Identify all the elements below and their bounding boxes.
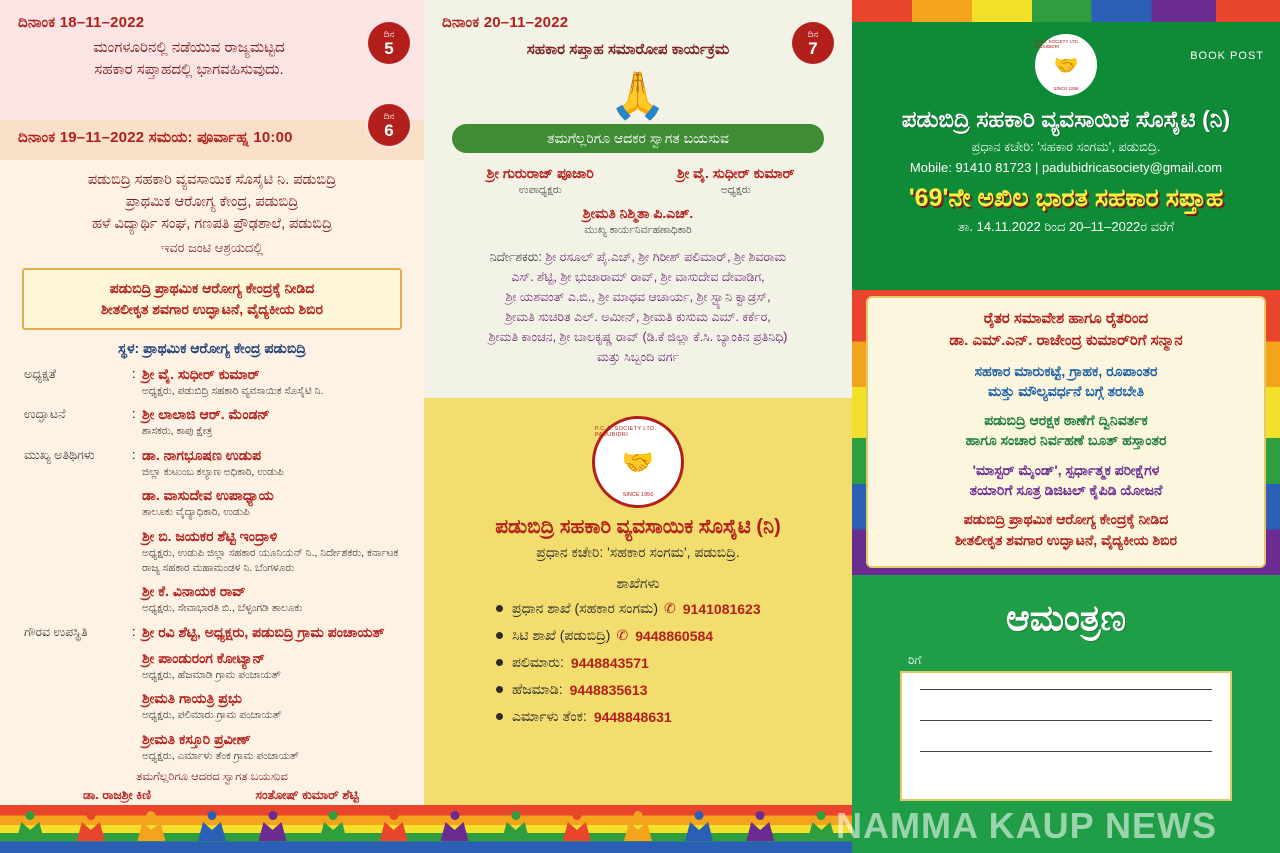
- role-person-desc: ಶಾಸಕರು, ಕಾಪು ಕ್ಷೇತ್ರ: [142, 425, 213, 438]
- role-person-name: ಶ್ರೀ ವೈ. ಸುಧೀರ್ ಕುಮಾರ್: [142, 365, 260, 382]
- achievements-title-line2: ಡಾ. ಎಮ್.ಎನ್. ರಾಜೇಂದ್ರ ಕುಮಾರ್‌ರಿಗೆ ಸನ್ಮಾನ: [949, 331, 1183, 349]
- role-person-name: ಶ್ರೀ ಕೆ. ವಿನಾಯಕ ರಾವ್: [142, 583, 246, 600]
- day6-badge-label: ದಿನ: [383, 110, 395, 121]
- achievement-line2: ಶೀತಲೀಕೃತ ಶವಗಾರ ಉದ್ಘಾಟನೆ, ವೈದ್ಯಕೀಯ ಶಿಬಿರ: [954, 531, 1177, 548]
- day5-date: ದಿನಾಂಕ 18–11–2022: [18, 14, 145, 31]
- directors-line: ಶ್ರೀಮತಿ ಸುಚರಿತ ಎಲ್. ಅಮೀನ್, ಶ್ರೀಮತಿ ಕುಸುಮ ಎಮ್. ಕರ್ಕೆರ,: [505, 310, 771, 324]
- cover-society-office: ಪ್ರಧಾನ ಕಚೇರಿ: 'ಸಹಕಾರ ಸಂಗಮ', ಪಡುಬಿದ್ರಿ.: [971, 139, 1161, 154]
- role-person: [142, 446, 400, 480]
- day6-badge: [368, 104, 410, 146]
- role-person-desc: ಅಧ್ಯಕ್ಷರು, ಸೇವಾಭಾರತಿ ಬಿ., ಬೆಳ್ಳಂಗಡಿ ತಾಲೂಕು: [142, 602, 303, 615]
- achievements-title: [880, 308, 1252, 352]
- day7-badge: [792, 22, 834, 64]
- person-icon: [380, 811, 408, 841]
- branch-item: [496, 627, 834, 644]
- achievement-line2: ತಯಾರಿಗೆ ಸೂತ್ರ ಡಿಜಿಟಲ್ ಕೈಪಿಡಿ ಯೋಜನೆ: [969, 481, 1163, 498]
- host-desc: ಅಧ್ಯಕ್ಷರು: [720, 184, 751, 196]
- day7-block: [424, 0, 852, 398]
- panel-day5-day6: [0, 0, 424, 853]
- day5-block: [0, 0, 424, 120]
- achievement-item: [880, 361, 1252, 402]
- person-icon: [77, 811, 105, 841]
- role-person-desc: ಅಧ್ಯಕ್ಷರು, ಉಡುಪಿ ಜಿಲ್ಲಾ ಸಹಕಾರ ಯೂನಿಯನ್ ನಿ., ನಿರ್ದೇಶಕರು, ಕರ್ನಾಟಕ ರಾಜ್ಯ ಸಹಕಾರ ಮಹಾಮಂಡಳ ನಿ. ಬೆಂಗಳೂರು: [142, 546, 399, 574]
- branch-name: ಎರ್ಮಾಳು ತೆಂಕ:: [512, 708, 587, 724]
- person-icon: [746, 811, 774, 841]
- role-person-name: ಶ್ರೀಮತಿ ಗಾಯತ್ರಿ ಪ್ರಭು: [142, 690, 242, 707]
- branch-phone: 9448848631: [593, 708, 672, 725]
- branch-item: [496, 600, 834, 617]
- role-person: [142, 527, 400, 575]
- address-line: [920, 720, 1212, 721]
- directors-line: ಶ್ರೀಮತಿ ಕಾಂಚನ, ಶ್ರೀ ಬಾಲಕೃಷ್ಣ ರಾವ್ (ಡಿ.ಕೆ ಜಿಲ್ಲಾ ಕೆ.ಸಿ. ಬ್ಯಾಂಕಿನ ಪ್ರತಿನಿಧಿ): [488, 330, 788, 344]
- welcome-note: ತಮಗೆಲ್ಲರಿಗೂ ಆದರದ ಸ್ವಾಗತ ಬಯಸುವ: [136, 770, 288, 783]
- rainbow-footer-strip: [0, 805, 424, 853]
- role-values: [142, 623, 400, 764]
- book-post-label: BOOK POST: [1190, 50, 1264, 62]
- address-line: [920, 751, 1212, 752]
- bullet-icon: [496, 632, 503, 639]
- day5-text-line1: ಮಂಗಳೂರಿನಲ್ಲಿ ನಡೆಯುವ ರಾಜ್ಯಮಟ್ಟದ: [93, 39, 285, 56]
- achievement-item: [880, 509, 1252, 550]
- directors-line: ಎಸ್. ಶೆಟ್ಟಿ, ಶ್ರೀ ಭುಜಾರಾಮ್ ರಾವ್, ಶ್ರೀ ವಾಸುದೇವ ದೇವಾಡಿಗ,: [511, 270, 765, 284]
- role-person-desc: ತಾಲೂಕು ವೈದ್ಯಾಧಿಕಾರಿ, ಉಡುಪಿ: [142, 506, 250, 519]
- event-place: ಸ್ಥಳ: ಪ್ರಾಥಮಿಕ ಆರೋಗ್ಯ ಕೇಂದ್ರ ಪಡುಬಿದ್ರಿ: [118, 339, 306, 356]
- role-person-name: ಡಾ. ವಾಸುದೇವ ಉಪಾಧ್ಯಾಯ: [142, 487, 274, 504]
- welcome-banner: ತಮಗೆಲ್ಲರಿಗೂ ಆದಕರ ಸ್ವಾಗತ ಬಯಸುವ: [452, 124, 824, 153]
- hosts-row: [442, 165, 834, 197]
- role-person: [142, 649, 400, 683]
- branch-phone: 9448860584: [635, 627, 714, 644]
- role-label: ಗೌರವ ಉಪಸ್ಥಿತಿ: [24, 624, 88, 639]
- role-row: [24, 446, 400, 616]
- day6-date: ದಿನಾಂಕ 19–11–2022 ಸಮಯ: ಪೂರ್ವಾಹ್ನ 10:00: [18, 129, 293, 146]
- branch-item: [496, 681, 834, 698]
- person-icon: [137, 811, 165, 841]
- role-person-desc: ಅಧ್ಯಕ್ಷರು, ಎರ್ಮಾಳು ತೆಂಕ ಗ್ರಾಮ ಪಂಚಾಯತ್: [142, 749, 299, 762]
- role-row: [24, 365, 400, 399]
- panel-cover-invitation: [852, 0, 1280, 853]
- venue-line-4: ಇವರ ಜಂಟಿ ಆಶ್ರಯದಲ್ಲಿ: [160, 240, 264, 256]
- roles-list: [16, 365, 408, 764]
- bullet-icon: [496, 713, 503, 720]
- achievement-line2: ಹಾಗೂ ಸಂಚಾರ ನಿರ್ವಹಣೆ ಬೂತ್ ಹಸ್ತಾಂತರ: [965, 432, 1167, 449]
- role-person-name: ಶ್ರೀಮತಿ ಕಸ್ತೂರಿ ಪ್ರವೀಣ್: [142, 730, 251, 747]
- role-person: [142, 689, 400, 723]
- host-name: ಶ್ರೀ ವೈ. ಸುಧೀರ್ ಕುಮಾರ್: [676, 165, 795, 181]
- rainbow-header-strip: [852, 0, 1280, 22]
- seal-bottom-text: SINCE 1956: [622, 492, 654, 498]
- role-row: [24, 623, 400, 764]
- people-decoration: [0, 805, 424, 841]
- achievements-title-line1: ರೈತರ ಸಮಾವೇಶ ಹಾಗೂ ರೈತರಿಂದ: [983, 310, 1149, 327]
- ceo-desc: ಮುಖ್ಯ ಕಾರ್ಯನಿರ್ವಹಣಾಧಿಕಾರಿ: [584, 224, 692, 236]
- person-icon: [319, 811, 347, 841]
- day7-badge-label: ದಿನ: [807, 28, 819, 39]
- phone-icon: ✆: [664, 600, 676, 616]
- panel-day7-closing: [424, 0, 852, 853]
- role-values: [142, 365, 400, 399]
- branch-name: ಸಿಟಿ ಶಾಖೆ (ಪಡುಬಿದ್ರಿ): [512, 627, 611, 643]
- host-name: ಶ್ರೀ ಗುರುರಾಜ್ ಪೂಜಾರಿ: [486, 165, 594, 181]
- achievements-card: [866, 296, 1266, 568]
- role-person-name: ಶ್ರೀ ಬಿ. ಜಯಕರ ಶೆಟ್ಟಿ ಇಂದ್ರಾಳಿ: [142, 528, 278, 545]
- signatory-name: ಸಂತೋಷ್ ಕುಮಾರ್ ಶೆಟ್ಟಿ: [255, 787, 359, 802]
- host: [450, 165, 630, 197]
- person-icon: [441, 811, 469, 841]
- role-values: [142, 446, 400, 616]
- directors-line: ಶ್ರೀ ರಸೂಲ್ ಪೈ.ಎಚ್, ಶ್ರೀ ಗಿರೀಶ್ ಪಲಿಮಾರ್, ಶ್ರೀ ಶಿವರಾಮ: [545, 250, 787, 264]
- invitation-block: [852, 575, 1280, 853]
- cover-event-banner: '69'ನೇ ಅಖಿಲ ಭಾರತ ಸಹಕಾರ ಸಪ್ತಾಹ: [908, 184, 1224, 212]
- role-person-desc: ಅಧ್ಯಕ್ಷರು, ಹೆಜಮಾಡಿ ಗ್ರಾಮ ಪಂಚಾಯತ್: [142, 668, 281, 681]
- host: [646, 165, 826, 197]
- society-name: ಪಡುಬಿದ್ರಿ ಸಹಕಾರಿ ವ್ಯವಸಾಯಿಕ ಸೊಸೈಟಿ (ನಿ): [495, 516, 781, 538]
- role-person: [142, 486, 400, 520]
- day7-title: ಸಹಕಾರ ಸಪ್ತಾಹ ಸಮಾರೋಪ ಕಾರ್ಯಕ್ರಮ: [526, 41, 730, 58]
- branches-heading: ಶಾಖೆಗಳು: [616, 575, 660, 591]
- role-person-name: ಶ್ರೀ ಲಾಲಾಜಿ ಆರ್. ಮೆಂಡನ್: [142, 406, 270, 423]
- day6-date-bar: [0, 110, 424, 160]
- branch-item: [496, 708, 834, 725]
- venue-line-3: ಹಳೆ ವಿದ್ಯಾರ್ಥಿ ಸಂಘ, ಗಣಪತಿ ಪ್ರೌಢಶಾಲೆ, ಪಡುಬಿದ್ರಿ: [91, 215, 333, 232]
- day7-badge-number: 7: [808, 38, 818, 58]
- bullet-icon: [496, 686, 503, 693]
- cover-society-name: ಪಡುಬಿದ್ರಿ ಸಹಕಾರಿ ವ್ಯವಸಾಯಿಕ ಸೊಸೈಟಿ (ನಿ): [901, 106, 1231, 132]
- day5-badge: [368, 22, 410, 64]
- people-decoration: [424, 805, 852, 841]
- signatory-name: ಡಾ. ರಾಜಶ್ರೀ ಕಿಣಿ: [83, 787, 151, 802]
- address-label: ರಿಗೆ: [908, 653, 922, 667]
- day7-date: ದಿನಾಂಕ 20–11–2022: [442, 14, 569, 31]
- cover-header: [852, 22, 1280, 290]
- venue-line-2: ಪ್ರಾಥಮಿಕ ಆರೋಗ್ಯ ಕೇಂದ್ರ, ಪಡುಬಿದ್ರಿ: [125, 193, 299, 210]
- logo-top-text: P.C.A. SOCIETY LTD. PADUBIDRI: [1035, 39, 1080, 49]
- role-person: [142, 582, 400, 616]
- phone-icon: ✆: [616, 627, 629, 643]
- watermark: NAMMA KAUP NEWS: [836, 805, 1217, 846]
- achievement-line1: 'ಮಾಸ್ಟರ್ ಮೈಂಡ್', ಸ್ಪರ್ಧಾತ್ಮಕ ಪರೀಕ್ಷೆಗಳ: [972, 461, 1160, 478]
- role-person-name: ಶ್ರೀ ರವಿ ಶೆಟ್ಟಿ, ಅಧ್ಯಕ್ಷರು, ಪಡುಬಿದ್ರಿ ಗ್ರಾಮ ಪಂಚಾಯತ್: [142, 623, 385, 640]
- bullet-icon: [496, 605, 503, 612]
- venue-line-1: ಪಡುಬಿದ್ರಿ ಸಹಕಾರಿ ವ್ಯವಸಾಯಿಕ ಸೊಸೈಟಿ ನಿ. ಪಡುಬಿದ್ರಿ: [87, 172, 337, 188]
- role-label: ಮುಖ್ಯ ಅತಿಥಿಗಳು: [24, 447, 95, 462]
- directors-line: ಮತ್ತು ಸಿಬ್ಬಂದಿ ವರ್ಗ: [597, 350, 679, 364]
- branches-list: [442, 600, 834, 725]
- directors-label: ನಿರ್ದೇಶಕರು:: [489, 250, 542, 264]
- person-icon: [807, 811, 835, 841]
- role-row: [24, 405, 400, 439]
- day5-badge-label: ದಿನ: [383, 28, 395, 39]
- role-values: [142, 405, 400, 439]
- branch-name: ಹೆಜಮಾಡಿ:: [512, 681, 563, 697]
- role-person: [142, 730, 400, 764]
- achievement-line2: ಮತ್ತು ಮೌಲ್ಯವರ್ಧನೆ ಬಗ್ಗೆ ತರಬೇತಿ: [987, 382, 1144, 399]
- invitation-title: ಆಮಂತ್ರಣ: [1005, 597, 1127, 638]
- achievement-line1: ಪಡುಬಿದ್ರಿ ಆರಕ್ಷಕ ಠಾಣೆಗೆ ದ್ವಿನಿವರ್ತಕ: [984, 412, 1148, 429]
- day5-badge-number: 5: [384, 38, 394, 58]
- role-colon: :: [132, 624, 136, 639]
- role-colon: :: [132, 366, 136, 381]
- role-label: ಉದ್ಘಾಟನೆ: [24, 407, 66, 422]
- logo-bottom-text: SINCE 1956: [1053, 86, 1079, 91]
- person-icon: [563, 811, 591, 841]
- address-write-area[interactable]: [900, 671, 1232, 801]
- day6-venue: [16, 170, 408, 258]
- person-icon: [502, 811, 530, 841]
- person-icon: [16, 811, 44, 841]
- role-person-desc: ಅಧ್ಯಕ್ಷರು, ಪಡುಬಿದ್ರಿ ಸಹಕಾರಿ ವ್ಯವಸಾಯಿಕ ಸೊಸೈಟಿ ನಿ.: [142, 384, 324, 397]
- role-colon: :: [132, 447, 136, 462]
- event-highlight-box: [22, 268, 402, 330]
- role-person-desc: ಜಿಲ್ಲಾ ಕುಟುಂಬ ಕಲ್ಯಾಣ ಅಧಿಕಾರಿ, ಉಡುಪಿ: [142, 465, 284, 478]
- highlight-line-1: ಪಡುಬಿದ್ರಿ ಪ್ರಾಥಮಿಕ ಆರೋಗ್ಯ ಕೇಂದ್ರಕ್ಕೆ ನೀಡಿದ: [109, 279, 315, 296]
- cover-contact: Mobile: 91410 81723 | padubidricasociety@gmail.com: [909, 160, 1223, 175]
- achievement-item: [880, 410, 1252, 451]
- namaste-hands-icon: 🙏: [609, 69, 667, 121]
- role-person: [142, 623, 400, 642]
- person-icon: [624, 811, 652, 841]
- society-contact-block: [424, 398, 852, 853]
- role-person-name: ಶ್ರೀ ಪಾಂಡುರಂಗ ಕೋಟ್ಯಾನ್: [142, 649, 265, 666]
- directors-line: ಶ್ರೀ ಯಶವಂತ್ ಎ.ಬಿ., ಶ್ರೀ ಮಾಧವ ಆಚಾರ್ಯ, ಶ್ರೀ ಸ್ಟ್ಯಾನಿ ಕ್ವಾಡ್ರಸ್,: [505, 290, 771, 304]
- role-label: ಅಧ್ಯಕ್ಷತೆ: [24, 366, 56, 381]
- person-icon: [198, 811, 226, 841]
- highlight-line-2: ಶೀತಲೀಕೃತ ಶವಗಾರ ಉದ್ಘಾಟನೆ, ವೈದ್ಯಕೀಯ ಶಿಬಿರ: [100, 300, 323, 317]
- day5-text: [18, 37, 406, 81]
- seal-top-text: P.C.A. SOCIETY LTD. PADUBIDRI: [595, 426, 657, 438]
- branch-phone: 9141081623: [682, 600, 761, 617]
- achievement-line1: ಸಹಕಾರ ಮಾರುಕಟ್ಟೆ, ಗ್ರಾಹಕ, ರೂಪಾಂತರ: [974, 362, 1158, 379]
- handshake-icon: 🤝: [621, 447, 655, 477]
- achievement-item: [880, 460, 1252, 501]
- day6-body: [0, 160, 424, 831]
- host-desc: ಉಪಾಧ್ಯಕ್ಷರು: [518, 184, 562, 196]
- branch-phone: 9448843571: [570, 654, 649, 671]
- role-person-desc: ಅಧ್ಯಕ್ಷರು, ಪಲಿಮಾರು ಗ್ರಾಮ ಪಂಚಾಯತ್: [142, 709, 282, 722]
- person-icon: [259, 811, 287, 841]
- society-office: ಪ್ರಧಾನ ಕಚೇರಿ: 'ಸಹಕಾರ ಸಂಗಮ', ಪಡುಬಿದ್ರಿ.: [536, 544, 740, 560]
- handshake-icon: 🤝: [1053, 54, 1079, 77]
- ceo: [442, 205, 834, 237]
- achievement-line1: ಪಡುಬಿದ್ರಿ ಪ್ರಾಥಮಿಕ ಆರೋಗ್ಯ ಕೇಂದ್ರಕ್ಕೆ ನೀಡಿದ: [963, 511, 1169, 528]
- role-colon: :: [132, 407, 136, 422]
- bullet-icon: [496, 659, 503, 666]
- rainbow-footer-strip: [424, 805, 852, 853]
- cover-event-dates: ತಾ. 14.11.2022 ರಿಂದ 20–11–2022ರ ವರೆಗೆ: [957, 219, 1175, 234]
- day6-badge-number: 6: [384, 120, 394, 140]
- role-person-name: ಡಾ. ನಾಗಭೂಷಣ ಉಡುಪ: [142, 446, 262, 463]
- person-icon: [685, 811, 713, 841]
- branch-name: ಪಲಿಮಾರು:: [512, 654, 564, 670]
- branch-name: ಪ್ರಧಾನ ಶಾಖೆ (ಸಹಕಾರ ಸಂಗಮ): [512, 600, 659, 616]
- society-logo-icon: [1033, 32, 1099, 98]
- day5-text-line2: ಸಹಕಾರ ಸಪ್ತಾಹದಲ್ಲಿ ಭಾಗವಹಿಸುವುದು.: [94, 60, 284, 78]
- branch-phone: 9448835613: [569, 681, 648, 698]
- directors-list: [442, 247, 834, 367]
- ceo-name: ಶ್ರೀಮತಿ ನಿಶ್ಮಿತಾ ಪಿ.ಎಚ್.: [582, 205, 694, 221]
- branch-item: [496, 654, 834, 671]
- address-line: [920, 689, 1212, 690]
- society-seal-icon: [592, 416, 684, 508]
